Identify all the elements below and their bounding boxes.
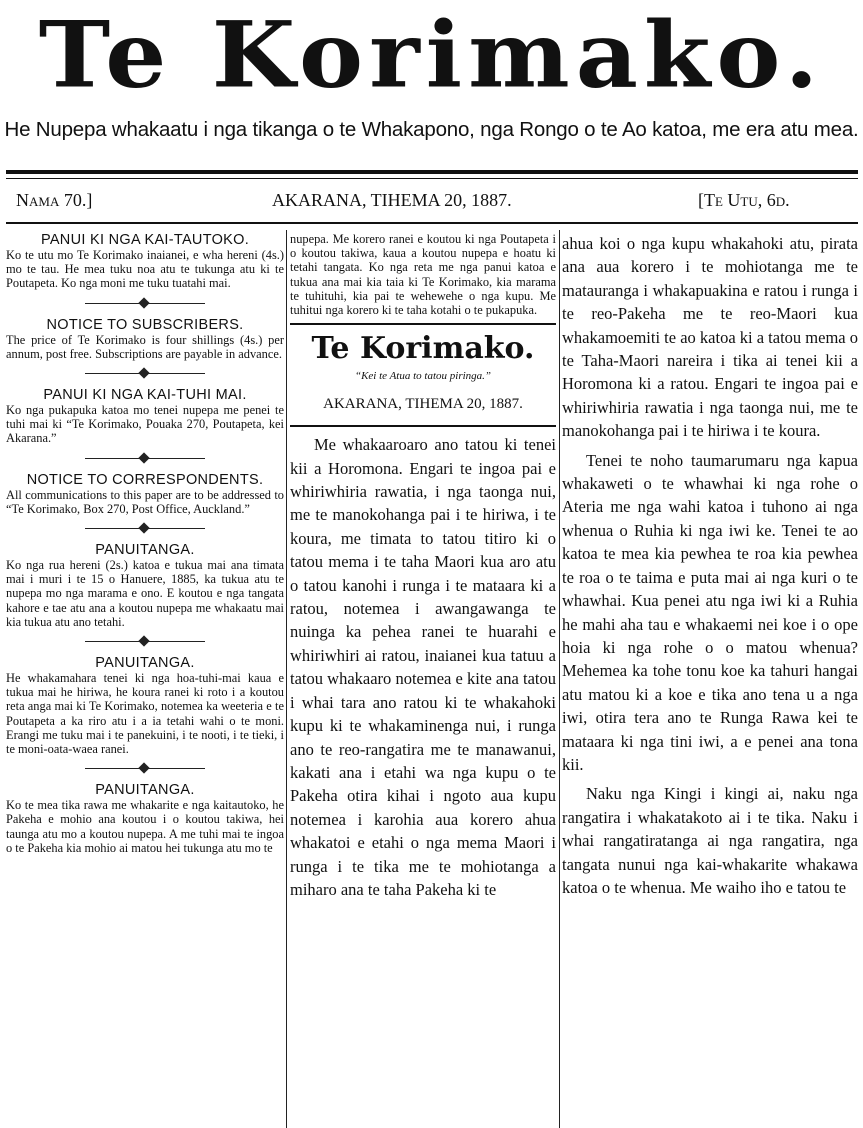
dateline xyxy=(0,190,863,216)
notice-block xyxy=(6,387,284,446)
dateline-rule xyxy=(6,222,858,224)
article-paragraph: ahua koi o nga kupu whakahoki atu, pirata ana aua korero i te mohiotanga me te matauranga i whakapuakina e ratou i runga i te reo-Pakeha me te reo-Maori kua whakamoemiti te ao katoa ki a tatou mema o te Taha-Maori nareira i tika ai tenei kii a Horomona ki a ratou. Engari te ingoa pai e whiriwhiria rawatia i nga taonga nui, me te manokohanga pai i te hiriwa i te koura. xyxy=(562,234,858,441)
notice-text: Ko te mea tika rawa me whakarite e nga kaitautoko, he Pakeha e mohio ana koutou i o koutou takiwa, hei taunga atu mo a koutou nupepa. A me tuhi mai te ingoa o te Pakeha kia mohio ai matou hei tukunga atu mo te xyxy=(6,798,284,855)
divider-ornament xyxy=(85,635,205,649)
notice-text: Ko nga pukapuka katoa mo tenei nupepa me penei te tuhi mai ki “Te Korimako, Pouaka 270, Poutapeta, kei Akarana.” xyxy=(6,403,284,446)
notice-heading: PANUI KI NGA KAI-TUHI MAI. xyxy=(43,387,247,404)
divider-ornament xyxy=(85,452,205,466)
notice-heading: PANUITANGA. xyxy=(95,782,195,799)
notice-block xyxy=(6,655,284,756)
editorial-continuation xyxy=(562,232,858,899)
article-paragraph: Me whakaaroaro ano tatou ki tenei kii a Horomona. Engari te ingoa pai e whiriwhiria rawatia, i nga taonga nui, me te manokohanga pai i te hiriwa, i te koura, me timata to tatou titiro ki o tatou mema i te taha Maori kua aro atu o tatou kanohi i runga i te mataara ki a ratou, notemea i awangawanga te nuinga ka pehea ranei te huarahi e whiriwhiri ai ratou, inaianei kua tatuu a tatou whakaaro notemea e kite ana tatou i whai tara ano ratou ki te whakahoki kupu ki te whakaminenga nui, i runga ano te reo-rangatira me te manawanui, kakati ana i etahi wa nga kupu o te Pakeha otira kihai i ngoto aua kupu notemea i karohia aua korero ahua whakatoi e etahi o nga mema Maori i runga i te tika me te mohiotanga a miharo ana te taha Pakeha ki te xyxy=(290,435,556,899)
notice-block xyxy=(6,472,284,516)
notice-text: All communications to this paper are to be addressed to “Te Korimako, Box 270, Post Office, Auckland.” xyxy=(6,487,284,516)
column-middle xyxy=(290,232,556,1128)
notice-text: Ko nga rua hereni (2s.) katoa e tukua mai ana timata mai i muri i te 15 o Hanuere, 1885, ka tukua atu te nupepa mo nga marama e ono. E koutou e nga tangata kahore e tae atu ana a koutou nupepa me whakaatu mai kia tukua atu ano tetahi. xyxy=(6,558,284,629)
column-notices xyxy=(6,232,284,1128)
editorial-article xyxy=(290,433,556,901)
column-right xyxy=(562,232,858,1128)
divider-ornament xyxy=(85,522,205,536)
divider-ornament xyxy=(85,762,205,776)
header-rule-thin xyxy=(6,178,858,179)
notice-text: The price of Te Korimako is four shillings (4s.) per annum, post free. Subscriptions are payable in advance. xyxy=(6,332,284,361)
header-rule-thick xyxy=(6,170,858,174)
masthead xyxy=(0,0,863,110)
notice-heading: NOTICE TO SUBSCRIBERS. xyxy=(46,316,244,333)
column-divider-1 xyxy=(286,230,287,1128)
issue-price: [Te Utu, 6d. xyxy=(698,190,790,210)
tagline: He Nupepa whakaatu i nga tikanga o te Whakapono, nga Rongo o te Ao katoa, me era atu mea. xyxy=(4,118,859,141)
issue-number: Nama 70.] xyxy=(16,190,93,210)
editorial-date: AKARANA, TIHEMA 20, 1887. xyxy=(323,396,523,413)
notice-text: He whakamahara tenei ki nga hoa-tuhi-mai kaua e tukua mai he hiriwa, he koura ranei ki roto i a koutou reta anga mai ki Te Korimako, notemea ka weeteria e te Poutapeta a ka riro atu i a ia tetahi wahi o te moni. Erangi me tuku mai i te panekuini, i te nooti, i te tieki, i te moni-oata-waea ranei. xyxy=(6,671,284,757)
article-paragraph: Naku nga Kingi i kingi ai, naku nga rangatira i whakatakoto ai i te tika. Naku i whai rangatiratanga ai nga rangatira, nga tangata nunui nga kai-whakarite whakawa katoa o te whenua. Me waiho iho e tatou te xyxy=(562,784,858,897)
notice-heading: NOTICE TO CORRESPONDENTS. xyxy=(26,471,264,488)
article-paragraph: Tenei te noho taumarumaru nga kapua whakaweti o te whawhai ki nga rohe o Ateria me nga wahi katoa i tuhono ai nga whenua o Ruhia ki nga iwi ke. Tenei te ao katoa te mea kia pewhea te roa kia pewhea te roa o te taima e puta mai ai nga kuri o te whawhai. Kua penei atu nga iwi ki a Ruhia he mahi aha tau e whakaemi nei koe i o ope hoia ki nga rohe o o matou whenua? Mehemea ka tohe tonu koe ka tahuri hangai atu matou ki a koe e tika ano tena u a nga iwi, otira tera ano te Runga Rawa kei te mataara ki nga tini iwi, a e penei ana tona kii. xyxy=(562,450,858,774)
divider-ornament xyxy=(85,367,205,381)
editorial-motto: “Kei te Atua to tatou piringa.” xyxy=(354,370,492,383)
newspaper-title: Te Korimako. xyxy=(38,0,825,109)
notice-block xyxy=(6,542,284,629)
section-rule xyxy=(290,425,556,427)
column-divider-2 xyxy=(559,230,560,1128)
notice-block xyxy=(6,317,284,361)
editorial-title: Te Korimako. xyxy=(311,331,535,367)
issue-date: AKARANA, TIHEMA 20, 1887. xyxy=(272,190,512,210)
divider-ornament xyxy=(85,297,205,311)
notice-block xyxy=(6,232,284,291)
notice-heading: PANUI KI NGA KAI-TAUTOKO. xyxy=(40,232,250,248)
editorial-masthead xyxy=(290,331,556,413)
notice-block xyxy=(6,782,284,855)
notice-heading: PANUITANGA. xyxy=(95,542,195,559)
notice-text: nupepa. Me korero ranei e koutou ki nga Poutapeta i o koutou takiwa, kaua a koutou nupepa e hoatu ki tetahi tangata. Ko nga reta me nga panui katoa e tukua ana mai kia taia ki Te Korimako, kia marama te tuhituhi, kia pai te wehewehe o nga kupu. Me tuhitui nga korero ki te taha kotahi o te pukapuka. xyxy=(290,232,556,318)
notice-heading: PANUITANGA. xyxy=(95,655,195,672)
notice-continuation xyxy=(290,232,556,317)
section-rule xyxy=(290,323,556,325)
notice-text: Ko te utu mo Te Korimako inaianei, e wha hereni (4s.) mo te tau. He mea tuku noa atu te tukunga atu ki te Poutapeta. Ko nga moni me tuku tuatahi mai. xyxy=(6,248,284,291)
